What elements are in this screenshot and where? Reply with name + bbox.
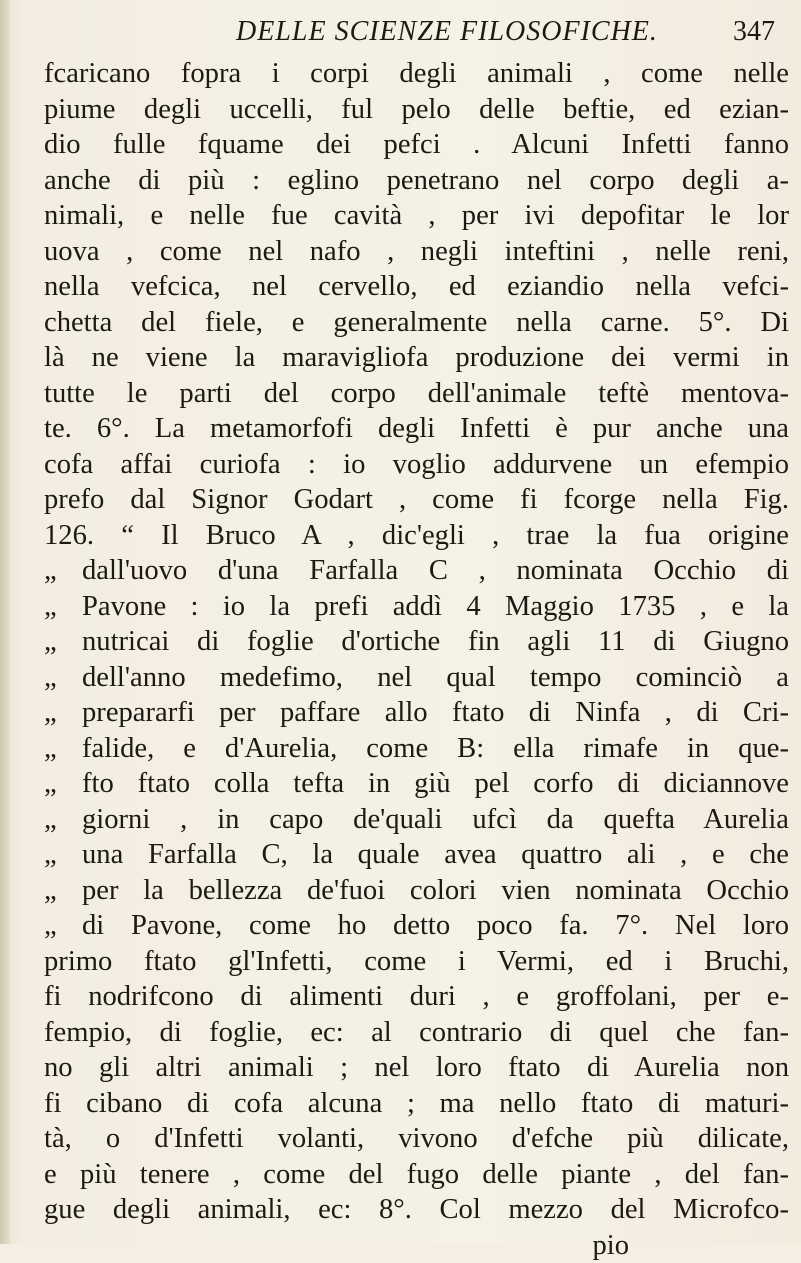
quote-mark: „: [44, 908, 82, 944]
text-line: fempio, di foglie, ec: al contrario di quel che fan-: [44, 1015, 789, 1051]
quoted-line: „ Pavone : io la prefi addì 4 Maggio 1735 , e la: [44, 589, 789, 625]
quoted-line: „ una Farfalla C, la quale avea quattro ali , e che: [44, 837, 789, 873]
text-line: nella vefcica, nel cervello, ed eziandio nella vefci-: [44, 269, 789, 305]
body-text: [44, 56, 789, 1263]
text-line: cofa affai curiofa : io voglio addurvene un efempio: [44, 447, 789, 483]
text-line: dio fulle fquame dei pefci . Alcuni Infetti fanno: [44, 127, 789, 163]
quote-mark: „: [44, 660, 82, 696]
quoted-line: „ prepararfi per paffare allo ftato di Ninfa , di Cri-: [44, 695, 789, 731]
text-line: uova , come nel nafo , negli inteftini , nelle reni,: [44, 234, 789, 270]
text-line: prefo dal Signor Godart , come fi fcorge nella Fig.: [44, 482, 789, 518]
text-line: tutte le parti del corpo dell'animale teftè mentova-: [44, 376, 789, 412]
text-line: nimali, e nelle fue cavità , per ivi depofitar le lor: [44, 198, 789, 234]
quoted-line: „ nutricai di foglie d'ortiche fin agli 11 di Giugno: [44, 624, 789, 660]
quoted-line: „ giorni , in capo de'quali ufcì da quefta Aurelia: [44, 802, 789, 838]
text-line: chetta del fiele, e generalmente nella carne. 5°. Di: [44, 305, 789, 341]
page-number: 347: [733, 16, 775, 48]
text-line: primo ftato gl'Infetti, come i Vermi, ed i Bruchi,: [44, 944, 789, 980]
text-line: là ne viene la maravigliofa produzione dei vermi in: [44, 340, 789, 376]
quoted-line: „ per la bellezza de'fuoi colori vien nominata Occhio: [44, 873, 789, 909]
quote-mark: „: [44, 802, 82, 838]
text-line: fi cibano di cofa alcuna ; ma nello ftato di maturi-: [44, 1086, 789, 1122]
quoted-line: „ dell'anno medefimo, nel qual tempo cominciò a: [44, 660, 789, 696]
catchword: pio: [44, 1228, 789, 1263]
page-gutter: [0, 0, 10, 1244]
text-line: fi nodrifcono di alimenti duri , e groffolani, per e-: [44, 979, 789, 1015]
quoted-line: „ dall'uovo d'una Farfalla C , nominata Occhio di: [44, 553, 789, 589]
quote-mark: „: [44, 624, 82, 660]
quote-mark: „: [44, 589, 82, 625]
text-line: tà, o d'Infetti volanti, vivono d'efche più dilicate,: [44, 1121, 789, 1157]
text-line: fcaricano fopra i corpi degli animali , come nelle: [44, 56, 789, 92]
page-header: [44, 16, 789, 56]
quoted-line: „ fto ftato colla tefta in giù pel corfo di diciannove: [44, 766, 789, 802]
quote-mark: „: [44, 695, 82, 731]
quote-mark: „: [44, 873, 82, 909]
text-line: no gli altri animali ; nel loro ftato di Aurelia non: [44, 1050, 789, 1086]
text-line: e più tenere , come del fugo delle piante , del fan-: [44, 1157, 789, 1193]
text-line: te. 6°. La metamorfofi degli Infetti è pur anche una: [44, 411, 789, 447]
text-line: 126. “ Il Bruco A , dic'egli , trae la fua origine: [44, 518, 789, 554]
quote-mark: „: [44, 766, 82, 802]
text-line: anche di più : eglino penetrano nel corpo degli a-: [44, 163, 789, 199]
text-line: gue degli animali, ec: 8°. Col mezzo del Microfco-: [44, 1192, 789, 1228]
running-title: DELLE SCIENZE FILOSOFICHE.: [236, 16, 658, 48]
text-line: piume degli uccelli, ful pelo delle beftie, ed ezian-: [44, 92, 789, 128]
quoted-line: „ falide, e d'Aurelia, come B: ella rimafe in que-: [44, 731, 789, 767]
quote-mark: „: [44, 553, 82, 589]
quoted-line: „ di Pavone, come ho detto poco fa. 7°. Nel loro: [44, 908, 789, 944]
quote-mark: „: [44, 731, 82, 767]
quote-mark: „: [44, 837, 82, 873]
